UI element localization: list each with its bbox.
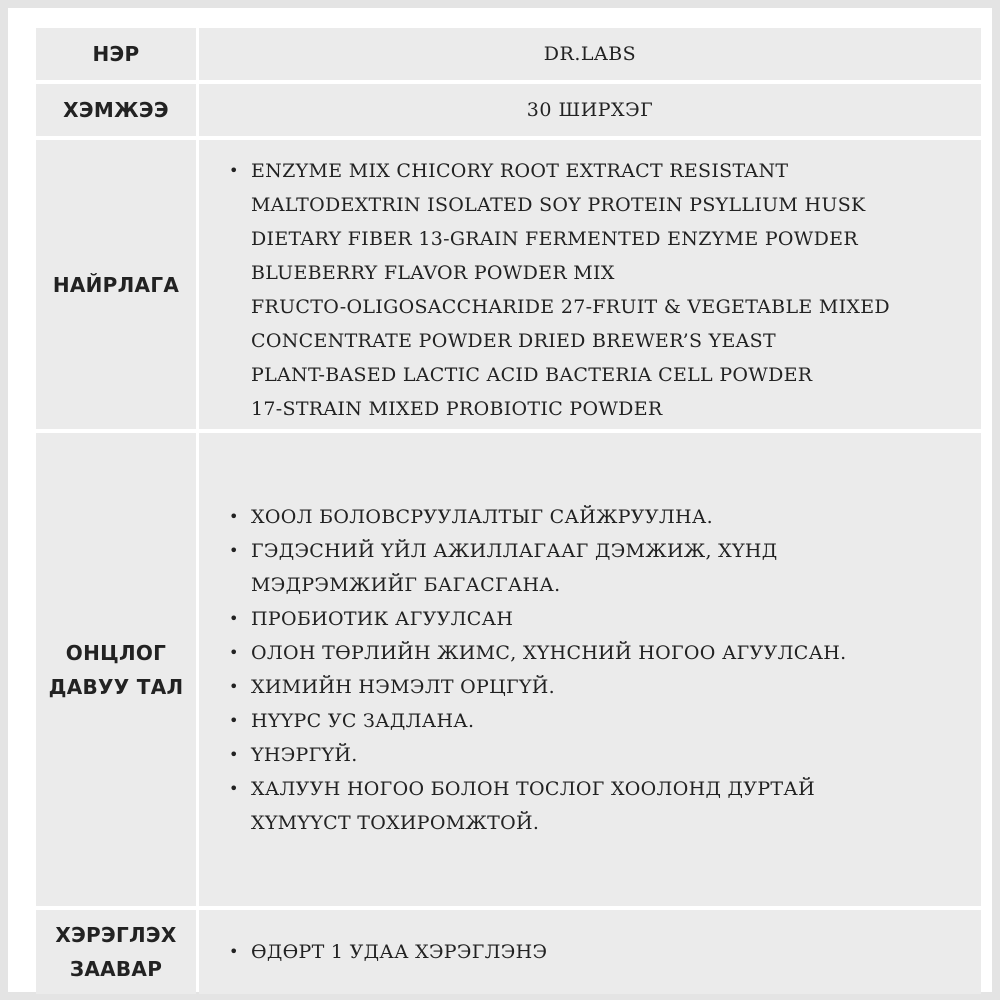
name-label: НЭР bbox=[36, 28, 196, 80]
ingredients-label: НАЙРЛАГА bbox=[36, 140, 196, 429]
bullet-icon: • bbox=[229, 540, 239, 560]
usage-label-line2: ЗААВАР bbox=[69, 957, 163, 981]
usage-label bbox=[36, 910, 196, 994]
ingredient-line: MALTODEXTRIN ISOLATED SOY PROTEIN PSYLLIUM HUSK bbox=[251, 194, 866, 216]
usage-text: ӨДӨРТ 1 УДАА ХЭРЭГЛЭНЭ bbox=[251, 941, 548, 963]
list-item bbox=[229, 534, 847, 602]
feature-text: ҮНЭРГҮЙ. bbox=[251, 743, 358, 766]
feature-text: МЭДРЭМЖИЙГ БАГАСГАНА. bbox=[251, 573, 561, 596]
bullet-icon: • bbox=[229, 942, 239, 961]
usage-label-line1: ХЭРЭГЛЭХ bbox=[55, 923, 177, 947]
feature-text: НҮҮРС УС ЗАДЛАНА. bbox=[251, 709, 475, 732]
bullet-icon: • bbox=[229, 744, 239, 764]
list-item bbox=[229, 670, 847, 704]
ingredient-line: 17-STRAIN MIXED PROBIOTIC POWDER bbox=[251, 398, 663, 420]
feature-text: ХООЛ БОЛОВСРУУЛАЛТЫГ САЙЖРУУЛНА. bbox=[251, 505, 713, 528]
bullet-icon: • bbox=[229, 710, 239, 730]
list-item bbox=[229, 738, 847, 772]
bullet-icon: • bbox=[229, 161, 239, 180]
list-item bbox=[229, 636, 847, 670]
ingredient-line: ENZYME MIX CHICORY ROOT EXTRACT RESISTANT bbox=[251, 160, 789, 182]
feature-text: ХАЛУУН НОГОО БОЛОН ТОСЛОГ ХООЛОНД ДУРТАЙ bbox=[251, 777, 815, 800]
list-item bbox=[229, 154, 890, 426]
feature-text: ГЭДЭСНИЙ ҮЙЛ АЖИЛЛАГААГ ДЭМЖИЖ, ХҮНД bbox=[251, 539, 778, 562]
size-label: ХЭМЖЭЭ bbox=[36, 84, 196, 136]
name-value: DR.LABS bbox=[199, 28, 981, 80]
features-label bbox=[36, 433, 196, 906]
features-label-line1: ОНЦЛОГ bbox=[65, 640, 167, 665]
ingredients-cell bbox=[199, 140, 981, 429]
ingredient-line: PLANT-BASED LACTIC ACID BACTERIA CELL POWDER bbox=[251, 364, 813, 386]
bullet-icon: • bbox=[229, 676, 239, 696]
features-list bbox=[225, 500, 847, 840]
features-cell bbox=[199, 433, 981, 906]
ingredient-line: DIETARY FIBER 13-GRAIN FERMENTED ENZYME POWDER bbox=[251, 228, 858, 250]
bullet-icon: • bbox=[229, 642, 239, 662]
usage-cell bbox=[199, 910, 981, 994]
bullet-icon: • bbox=[229, 778, 239, 798]
usage-list bbox=[225, 935, 547, 969]
list-item bbox=[229, 772, 847, 840]
ingredient-line: FRUCTO-OLIGOSACCHARIDE 27-FRUIT & VEGETABLE MIXED bbox=[251, 296, 890, 318]
product-info-table bbox=[36, 28, 980, 990]
ingredients-list bbox=[225, 154, 890, 426]
list-item bbox=[229, 500, 847, 534]
list-item bbox=[229, 935, 548, 969]
list-item bbox=[229, 602, 847, 636]
ingredient-line: BLUEBERRY FLAVOR POWDER MIX bbox=[251, 262, 615, 284]
bullet-icon: • bbox=[229, 506, 239, 526]
features-label-line2: ДАВУУ ТАЛ bbox=[48, 674, 184, 699]
feature-text: ОЛОН ТӨРЛИЙН ЖИМС, ХҮНСНИЙ НОГОО АГУУЛСАН. bbox=[251, 641, 847, 664]
bullet-icon: • bbox=[229, 608, 239, 628]
size-value: 30 ШИРХЭГ bbox=[199, 84, 981, 136]
feature-text: ПРОБИОТИК АГУУЛСАН bbox=[251, 607, 514, 630]
feature-text: ХИМИЙН НЭМЭЛТ ОРЦГҮЙ. bbox=[251, 675, 555, 698]
list-item bbox=[229, 704, 847, 738]
ingredient-line: CONCENTRATE POWDER DRIED BREWER’S YEAST bbox=[251, 330, 776, 352]
feature-text: ХҮМҮҮСТ ТОХИРОМЖТОЙ. bbox=[251, 811, 540, 834]
